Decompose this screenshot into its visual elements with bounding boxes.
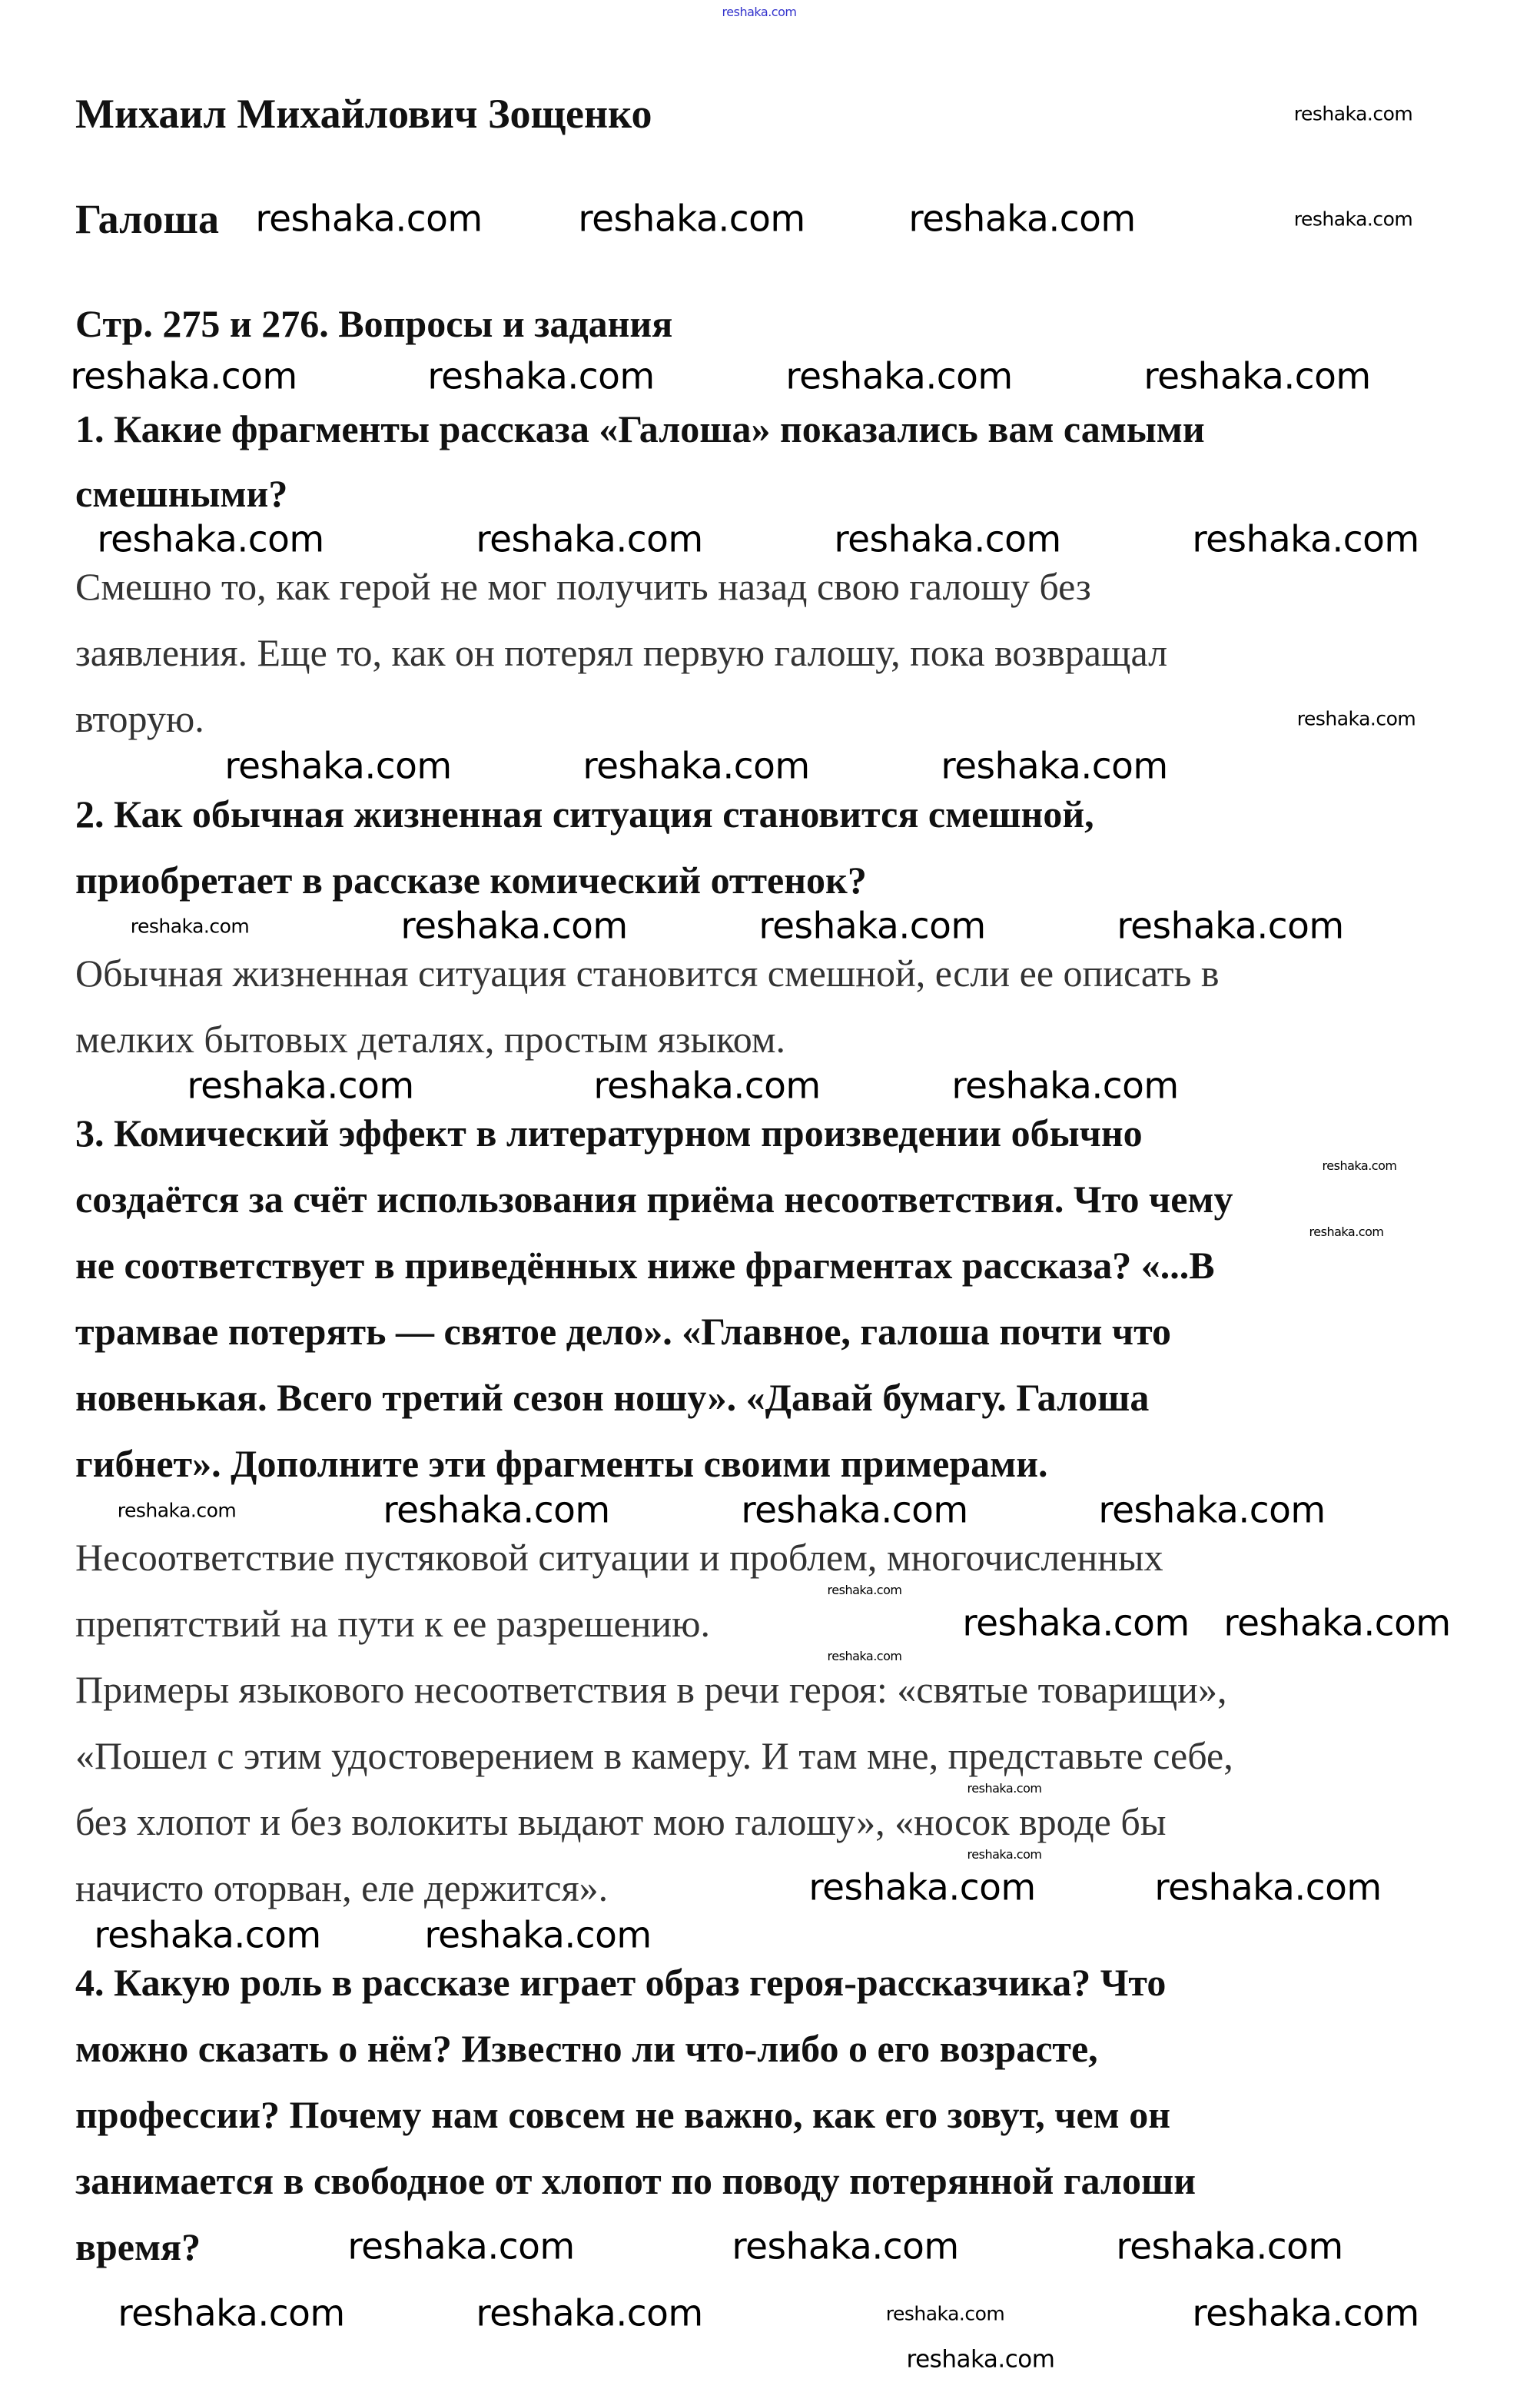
watermark-text: reshaka.com: [70, 355, 297, 398]
watermark-text: reshaka.com: [118, 2292, 345, 2335]
watermark-text: reshaka.com: [94, 1914, 321, 1957]
watermark-text: reshaka.com: [1192, 518, 1419, 561]
question-3-line: 3. Комический эффект в литературном произведении обычно: [75, 1111, 1143, 1155]
watermark-text: reshaka.com: [1116, 2225, 1343, 2268]
answer-3-line: Несоответствие пустяковой ситуации и проблем, многочисленных: [75, 1536, 1163, 1579]
watermark-text: reshaka.com: [722, 5, 797, 19]
watermark-text: reshaka.com: [1293, 102, 1413, 125]
question-4-line: занимается в свободное от хлопот по поводу потерянной галоши: [75, 2159, 1196, 2202]
watermark-text: reshaka.com: [187, 1065, 414, 1108]
watermark-text: reshaka.com: [834, 518, 1061, 561]
watermark-text: reshaka.com: [1223, 1602, 1451, 1645]
watermark-text: reshaka.com: [1098, 1489, 1326, 1532]
watermark-text: reshaka.com: [732, 2225, 959, 2268]
watermark-text: reshaka.com: [400, 905, 628, 948]
story-title: Галоша: [75, 196, 219, 242]
answer-2-line: мелких бытовых деталях, простым языком.: [75, 1018, 785, 1061]
watermark-text: reshaka.com: [97, 518, 324, 561]
watermark-text: reshaka.com: [424, 1914, 652, 1957]
question-3-line: создаётся за счёт использования приёма несоответствия. Что чему: [75, 1178, 1233, 1221]
watermark-text: reshaka.com: [427, 355, 655, 398]
watermark-text: reshaka.com: [785, 355, 1013, 398]
question-3-line: трамвае потерять — святое дело». «Главное, галоша почти что: [75, 1310, 1172, 1353]
watermark-text: reshaka.com: [347, 2225, 575, 2268]
watermark-text: reshaka.com: [967, 1847, 1042, 1862]
watermark-text: reshaka.com: [476, 2292, 703, 2335]
watermark-text: reshaka.com: [758, 905, 986, 948]
question-2-line: 2. Как обычная жизненная ситуация становится смешной,: [75, 792, 1094, 836]
watermark-text: reshaka.com: [383, 1489, 610, 1532]
watermark-text: reshaka.com: [582, 745, 810, 788]
question-1-line: смешными?: [75, 472, 288, 515]
question-4-line: профессии? Почему нам совсем не важно, как его зовут, чем он: [75, 2093, 1171, 2136]
watermark-text: reshaka.com: [906, 2345, 1055, 2374]
author-heading: Михаил Михайлович Зощенко: [75, 91, 652, 137]
watermark-text: reshaka.com: [885, 2302, 1005, 2325]
watermark-text: reshaka.com: [967, 1781, 1042, 1796]
watermark-text: reshaka.com: [1322, 1158, 1397, 1173]
answer-1-line: Смешно то, как герой не мог получить назад свою галошу без: [75, 565, 1091, 608]
watermark-text: reshaka.com: [941, 745, 1168, 788]
watermark-text: reshaka.com: [827, 1649, 902, 1663]
watermark-text: reshaka.com: [578, 198, 805, 241]
watermark-text: reshaka.com: [827, 1583, 902, 1597]
question-4-line: 4. Какую роль в рассказе играет образ героя-рассказчика? Что: [75, 1961, 1167, 2004]
question-3-line: новенькая. Всего третий сезон ношу». «Давай бумагу. Галоша: [75, 1376, 1150, 1419]
question-2-line: приобретает в рассказе комический оттенок?: [75, 859, 867, 902]
watermark-text: reshaka.com: [1192, 2292, 1419, 2335]
question-4-line: время?: [75, 2225, 201, 2268]
answer-3-line: начисто оторван, еле держится».: [75, 1866, 609, 1909]
answer-3-line: препятствий на пути к ее разрешению.: [75, 1602, 711, 1645]
question-3-line: не соответствует в приведённых ниже фрагментах рассказа? «...В: [75, 1244, 1215, 1287]
watermark-text: reshaka.com: [117, 1499, 237, 1522]
watermark-text: reshaka.com: [1117, 905, 1344, 948]
question-4-line: можно сказать о нём? Известно ли что-либо о его возрасте,: [75, 2027, 1098, 2070]
answer-2-line: Обычная жизненная ситуация становится смешной, если ее описать в: [75, 952, 1220, 995]
watermark-text: reshaka.com: [1154, 1866, 1382, 1909]
question-3-line: гибнет». Дополните эти фрагменты своими примерами.: [75, 1442, 1048, 1485]
watermark-text: reshaka.com: [908, 198, 1136, 241]
watermark-text: reshaka.com: [130, 915, 250, 938]
watermark-text: reshaka.com: [951, 1065, 1179, 1108]
watermark-text: reshaka.com: [808, 1866, 1036, 1909]
answer-3-line: без хлопот и без волокиты выдают мою галошу», «носок вроде бы: [75, 1800, 1167, 1843]
answer-1-line: вторую.: [75, 697, 204, 740]
watermark-text: reshaka.com: [962, 1602, 1190, 1645]
question-1-line: 1. Какие фрагменты рассказа «Галоша» показались вам самыми: [75, 407, 1205, 450]
watermark-text: reshaka.com: [1143, 355, 1371, 398]
watermark-text: reshaka.com: [224, 745, 452, 788]
watermark-text: reshaka.com: [741, 1489, 968, 1532]
watermark-text: reshaka.com: [1309, 1224, 1384, 1239]
answer-3-line: Примеры языкового несоответствия в речи героя: «святые товарищи»,: [75, 1668, 1227, 1711]
answer-1-line: заявления. Еще то, как он потерял первую галошу, пока возвращал: [75, 631, 1168, 674]
watermark-text: reshaka.com: [1293, 208, 1413, 231]
section-heading: Стр. 275 и 276. Вопросы и задания: [75, 302, 673, 345]
watermark-text: reshaka.com: [255, 198, 483, 241]
answer-3-line: «Пошел с этим удостоверением в камеру. И там мне, представьте себе,: [75, 1734, 1233, 1777]
watermark-text: reshaka.com: [476, 518, 703, 561]
watermark-text: reshaka.com: [1296, 707, 1416, 730]
watermark-text: reshaka.com: [593, 1065, 821, 1108]
